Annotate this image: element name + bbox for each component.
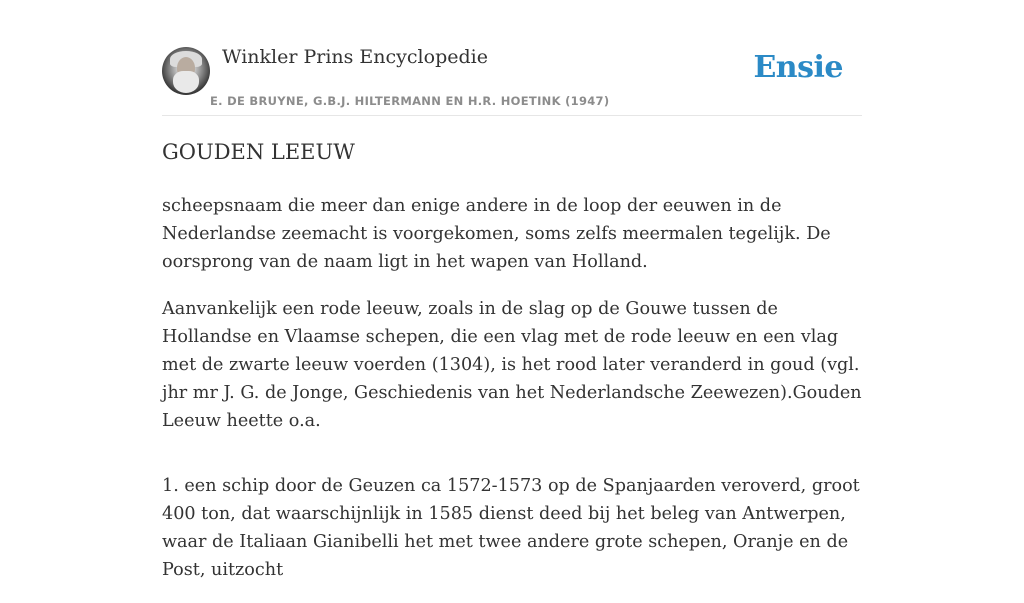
brand-logo[interactable]: Ensie — [753, 50, 843, 85]
article-list-item-1: 1. een schip door de Geuzen ca 1572-1573 op de Spanjaarden veroverd, groot 400 ton, dat waarschijnlijk in 1585 dienst deed bij het beleg van Antwerpen, waar de Italiaan Gianibelli het met twee andere grote schepen, Oranje en de Post, uitzocht — [162, 476, 860, 580]
authors-line: E. DE BRUYNE, G.B.J. HILTERMANN EN H.R. HOETINK (1947) — [210, 94, 610, 108]
avatar-beard — [173, 71, 199, 93]
article-body — [162, 192, 862, 603]
article-paragraph-1: scheepsnaam die meer dan enige andere in de loop der eeuwen in de Nederlandse zeemacht is voorgekomen, soms zelfs meermalen tegelijk. De oorsprong van de naam ligt in het wapen van Holland. — [162, 196, 831, 272]
article-paragraph-2: Aanvankelijk een rode leeuw, zoals in de slag op de Gouwe tussen de Hollandse en Vlaamse schepen, die een vlag met de rode leeuw en een vlag met de zwarte leeuw voerden (1304), is het rood later veranderd in goud (vgl. jhr mr J. G. de Jonge, Geschiedenis van het Nederlandsche Zeewezen).Gouden Leeuw heette o.a. — [162, 299, 862, 431]
portrait-avatar[interactable] — [162, 47, 210, 95]
header — [162, 40, 862, 116]
site-title[interactable]: Winkler Prins Encyclopedie — [222, 46, 488, 68]
article-title: GOUDEN LEEUW — [162, 140, 355, 164]
